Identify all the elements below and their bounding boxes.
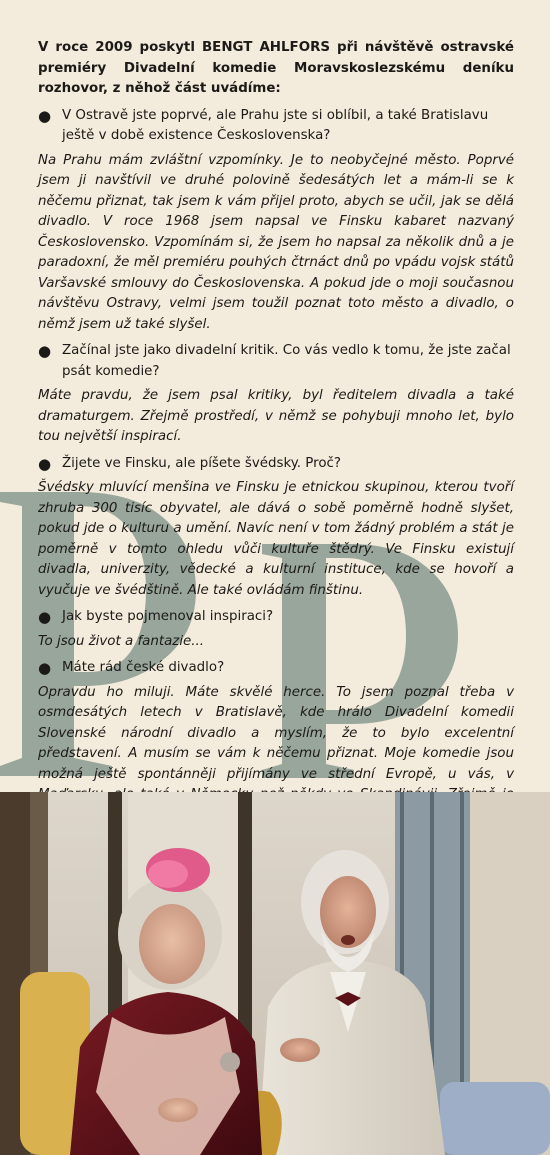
answer-3: Švédsky mluvící menšina ve Finsku je etnickou skupinou, kterou tvoří zhruba 300 tisíc obyvatel, ale dává o sobě poměrně hodně slyšet, pokud jde o kulturu a umění. Navíc není v tom žádný problém a stát je poměrně v tomto ohledu vůči kultuře štědrý. Ve Finsku existují divadla, univerzity, vědecké a kulturní instituce, kde se hovoří a vyučuje ve švédštině. Ale také ovládám finštinu. [38, 480, 514, 598]
question-5 [38, 658, 514, 679]
question-text: Začínal jste jako divadelní kritik. Co vás vedlo k tomu, že jste začal psát komedie? [62, 343, 511, 379]
question-text: Jak byste pojmenoval inspiraci? [62, 609, 274, 624]
answer-1: Na Prahu mám zvláštní vzpomínky. Je to neobyčejné město. Poprvé jsem ji navštívil ve druhé polovině šedesátých let a mám-li se k něčemu přiznat, tak jsem k vám přijel proto, abych se učil, jak se dělá divadlo. V roce 1968 jsem napsal ve Finsku kabaret nazvaný Československo. Vzpomínám si, že jsem ho napsal za několik dnů a je paradoxní, že měl premiéru pouhých čtrnáct dnů po vpádu vojsk států Varšavské smlouvy do Československa. A pokud jde o moji současnou návštěvu Ostravy, velmi jsem toužil poznat toto město a divadlo, o němž jsem už také slyšel. [38, 152, 514, 332]
question-text: V Ostravě jste poprvé, ale Prahu jste si oblíbil, a také Bratislavu ještě v době existence Československa? [62, 107, 489, 143]
question-3 [38, 454, 514, 475]
stage-photo [0, 792, 550, 1155]
answer-5: Opravdu ho miluji. Máte skvělé herce. To jsem poznal třeba v osmdesátých letech v Bratislavě, kde hrálo Divadelní komedii Slovenské národní divadlo a myslím, že to bylo excelentní představení. A musím se vám k něčemu přiznat. Moje komedie jsou možná ještě spontánněji přijímány ve střední Evropě, u vás, v [38, 684, 514, 782]
answer-2: Máte pravdu, že jsem psal kritiky, byl ředitelem divadla a také dramaturgem. Zřejmě prostředí, v němž se pohybuji mnoho let, bylo tou největší inspirací. [38, 388, 514, 444]
question-1 [38, 106, 514, 147]
bullet-icon: ● [38, 106, 52, 125]
answer-4: To jsou život a fantazie... [38, 633, 205, 649]
question-text: Máte rád české divadlo? [62, 660, 225, 675]
intro-paragraph: V roce 2009 poskytl BENGT AHLFORS při návštěvě ostravské premiéry Divadelní komedie Moravskoslezskému deníku rozhovor, z něhož část uvádíme: [38, 40, 514, 96]
bullet-icon: ● [38, 608, 52, 626]
question-text: Žijete ve Finsku, ale píšete švédsky. Proč? [62, 455, 342, 471]
bullet-icon: ● [38, 454, 52, 473]
bullet-icon: ● [38, 342, 52, 360]
bullet-icon: ● [38, 659, 52, 677]
interview-text [38, 38, 514, 853]
question-2 [38, 341, 514, 382]
question-4 [38, 607, 514, 628]
